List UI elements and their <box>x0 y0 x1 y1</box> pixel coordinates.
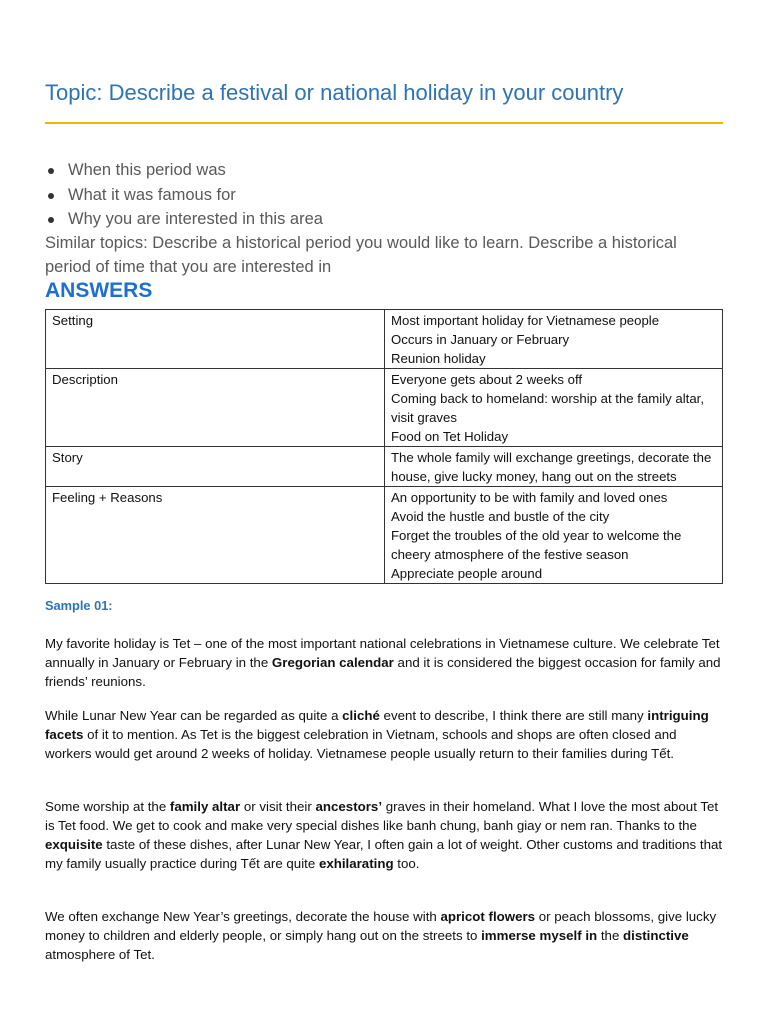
bold-term: family altar <box>169 799 241 814</box>
row-line: Most important holiday for Vietnamese people <box>391 313 660 328</box>
text-run: of it to mention. As Tet is the biggest celebration in Vietnam, schools and shops are often closed and workers would get around 2 weeks of holiday. Vietnamese people usually return to their families during Tết. <box>45 727 677 761</box>
sample-heading: Sample 01: <box>45 598 113 613</box>
bold-term: distinctive <box>623 928 689 943</box>
row-label: Description <box>46 369 385 447</box>
text-run: or visit their <box>240 799 316 814</box>
row-content <box>385 369 723 447</box>
table-row <box>46 487 723 584</box>
text-run: the <box>597 928 624 943</box>
text-run: Some worship at the <box>45 799 170 814</box>
paragraph-4 <box>45 907 723 964</box>
bold-term: intriguing facets <box>45 708 709 742</box>
page-title: Topic: Describe a festival or national holiday in your country <box>45 80 624 105</box>
row-content <box>385 310 723 369</box>
row-line: Occurs in January or February <box>391 332 570 347</box>
answers-table <box>45 309 723 584</box>
bold-term: cliché <box>342 708 380 723</box>
bullet-item: Why you are interested in this area <box>45 207 323 232</box>
similar-topics: Similar topics: Describe a historical period you would like to learn. Describe a historical period of time that you are interested in <box>45 234 677 276</box>
row-line: An opportunity to be with family and loved ones <box>391 490 668 505</box>
bullet-item: What it was famous for <box>45 183 323 208</box>
table-row <box>46 447 723 487</box>
row-line: Food on Tet Holiday <box>391 429 509 444</box>
row-line: Everyone gets about 2 weeks off <box>391 372 583 387</box>
row-label: Feeling + Reasons <box>46 487 385 584</box>
question-bullet-list <box>45 158 323 232</box>
paragraph-3 <box>45 797 723 873</box>
paragraph-1 <box>45 634 723 691</box>
text-run: too. <box>393 856 420 871</box>
bullet-item: When this period was <box>45 158 323 183</box>
row-line: The whole family will exchange greetings, decorate the house, give lucky money, hang out on the streets <box>391 450 712 484</box>
row-line: Avoid the hustle and bustle of the city <box>391 509 610 524</box>
row-line: Forget the troubles of the old year to welcome the cheery atmosphere of the festive season <box>391 528 682 562</box>
bold-term: exhilarating <box>318 856 394 871</box>
text-run: We often exchange New Year’s greetings, decorate the house with <box>45 909 441 924</box>
text-run: graves in their homeland. What I love the most about Tet is Tet food. We get to cook and make very special dishes like banh chung, banh giay or nem ran. Thanks to the <box>45 799 719 833</box>
title-divider <box>45 122 723 124</box>
row-line: Appreciate people around <box>391 566 543 581</box>
bold-term: Gregorian calendar <box>271 655 394 670</box>
row-line: Coming back to homeland: worship at the family altar, visit graves <box>391 391 704 425</box>
text-run: or peach blossoms, give lucky money to children and elderly people, or simply hang out on the streets to <box>45 909 717 943</box>
bold-term: immerse myself in <box>481 928 598 943</box>
row-content <box>385 447 723 487</box>
bold-term: ancestors’ <box>315 799 383 814</box>
text-run: atmosphere of Tet. <box>45 947 155 962</box>
text-run: and it is considered the biggest occasion for family and friends’ reunions. <box>45 655 721 689</box>
answers-heading: ANSWERS <box>45 279 153 302</box>
bold-term: exquisite <box>45 837 103 852</box>
text-run: While Lunar New Year can be regarded as quite a <box>45 708 343 723</box>
row-label: Story <box>46 447 385 487</box>
table-row <box>46 369 723 447</box>
text-run: event to describe, I think there are still many <box>379 708 648 723</box>
row-content <box>385 487 723 584</box>
paragraph-2 <box>45 706 723 763</box>
table-row <box>46 310 723 369</box>
text-run: taste of these dishes, after Lunar New Year, I often gain a lot of weight. Other customs and traditions that my family usually practice during Tết are quite <box>45 837 723 871</box>
text-run: My favorite holiday is Tet – one of the most important national celebrations in Vietnamese culture. We celebrate Tet annually in January or February in the <box>45 636 720 670</box>
row-line: Reunion holiday <box>391 351 486 366</box>
bold-term: apricot flowers <box>440 909 536 924</box>
row-label: Setting <box>46 310 385 369</box>
